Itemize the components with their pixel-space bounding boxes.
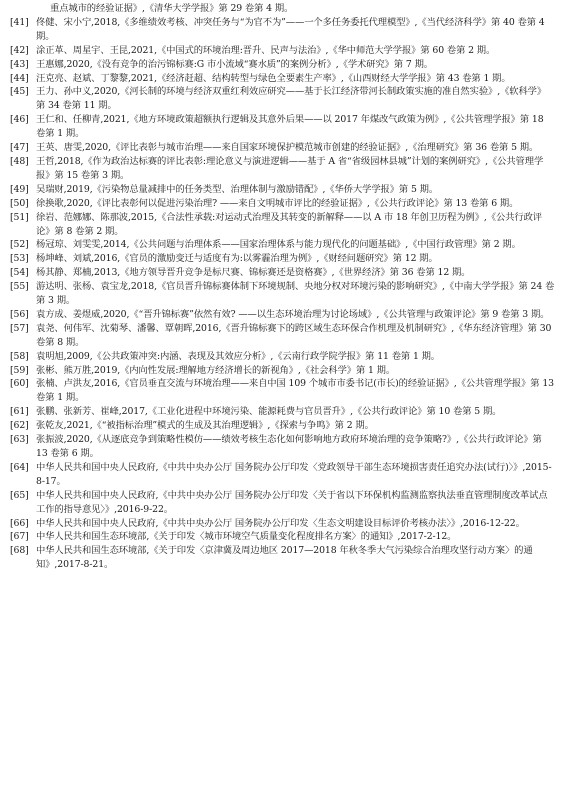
reference-entry-51 [10, 211, 555, 239]
reference-entry-47 [10, 141, 555, 155]
reference-number: [64] [10, 461, 29, 473]
reference-text: 杨其静、郑楠,2013,《地方领导晋升竞争是标尺赛、锦标赛还是资格赛》,《世界经济》第 36 卷第 12 期。 [36, 267, 471, 279]
reference-number: [50] [10, 197, 29, 209]
reference-entry-58 [10, 350, 555, 364]
reference-number: [68] [10, 545, 29, 557]
reference-number: [52] [10, 239, 29, 251]
reference-list [10, 2, 555, 572]
reference-number: [60] [10, 378, 29, 390]
reference-entry-60 [10, 377, 555, 405]
reference-number: [66] [10, 517, 29, 529]
reference-number: [56] [10, 308, 29, 320]
reference-number: [41] [10, 16, 29, 28]
reference-number: [54] [10, 267, 29, 279]
reference-entry-50 [10, 197, 555, 211]
reference-number: [48] [10, 155, 29, 167]
reference-entry-46 [10, 113, 555, 141]
reference-text: 张振波,2020,《从逐底竞争到策略性模仿——绩效考核生态化如何影响地方政府环境治理的竞争策略?》,《公共行政评论》第 13 卷第 6 期。 [36, 434, 542, 459]
reference-text: 涂正革、周星宇、王昆,2021,《中国式的环境治理:晋升、民声与法治》,《华中师范大学学报》第 60 卷第 2 期。 [36, 44, 496, 56]
reference-number: [67] [10, 531, 29, 543]
reference-entry-53 [10, 252, 555, 266]
reference-entry-48 [10, 155, 555, 183]
reference-entry-64 [10, 461, 555, 489]
reference-number [10, 2, 36, 16]
reference-text: 中华人民共和国生态环境部,《关于印发〈京津冀及周边地区 2017—2018 年秋冬季大气污染综合治理攻坚行动方案〉的通知》,2017-8-21。 [36, 545, 533, 571]
reference-entry-67 [10, 530, 555, 544]
reference-entry-44 [10, 72, 555, 86]
reference-text: 中华人民共和国中央人民政府,《中共中央办公厅 国务院办公厅印发〈关于省以下环保机构监测监察执法垂直管理制度改革试点工作的指导意见〉》,2016-9-22。 [36, 489, 548, 515]
reference-text: 王惠娜,2020,《没有竞争的治污锦标赛:G 市小流域“赛水质”的案例分析》,《学术研究》第 7 期。 [36, 58, 433, 70]
reference-entry-52 [10, 238, 555, 252]
reference-text: 张乾友,2021,《“被指标治理”模式的生成及其治理逻辑》,《探索与争鸣》第 2 期。 [36, 420, 374, 432]
reference-entry-66 [10, 517, 555, 531]
reference-text: 中华人民共和国中央人民政府,《中共中央办公厅 国务院办公厅印发〈党政领导干部生态环境损害责任追究办法(试行)〉》,2015-8-17。 [36, 461, 552, 487]
reference-text: 袁方成、姜煜威,2020,《“晋升锦标赛”依然有效? ——以生态环境治理为讨论场域》,《公共管理与政策评论》第 9 卷第 3 期。 [36, 308, 550, 320]
reference-text: 佟健、宋小宁,2018,《多维绩效考核、冲突任务与“为官不为”——一个多任务委托代理模型》,《当代经济科学》第 40 卷第 4 期。 [36, 16, 545, 42]
reference-text: 中华人民共和国中央人民政府,《中共中央办公厅 国务院办公厅印发〈生态文明建设目标评价考核办法〉》,2016-12-22。 [36, 517, 525, 529]
reference-number: [58] [10, 350, 29, 362]
reference-entry-42 [10, 44, 555, 58]
reference-number: [57] [10, 322, 29, 334]
reference-text: 王哲,2018,《作为政治达标赛的评比表彰:理论意义与演进逻辑——基于 A 省“省级园林县城”计划的案例研究》,《公共管理学报》第 15 卷第 3 期。 [36, 155, 544, 181]
reference-number: [53] [10, 253, 29, 265]
reference-entry-62 [10, 419, 555, 433]
reference-entry-63 [10, 433, 555, 461]
reference-number: [45] [10, 86, 29, 98]
reference-text: 徐岩、范娜娜、陈那波,2015,《合法性承载:对运动式治理及其转变的新解释——以 A 市 18 年创卫历程为例》,《公共行政评论》第 8 卷第 2 期。 [36, 211, 542, 237]
reference-entry-57 [10, 322, 555, 350]
reference-entry-56 [10, 308, 555, 322]
reference-number: [47] [10, 142, 29, 154]
reference-text: 徐换歌,2020,《评比表彰何以促进污染治理? ——来自文明城市评比的经验证据》,《公共行政评论》第 13 卷第 6 期。 [36, 197, 519, 209]
reference-number: [51] [10, 211, 29, 223]
reference-text: 袁尧、何伟军、沈菊琴、潘馨、覃朝晖,2016,《晋升锦标赛下的跨区域生态环保合作机理及机制研究》,《华东经济管理》第 30 卷第 8 期。 [36, 322, 552, 348]
reference-number: [42] [10, 44, 29, 56]
reference-number: [62] [10, 420, 29, 432]
reference-entry-68 [10, 544, 555, 572]
reference-text: 张楠、卢洪友,2016,《官员垂直交流与环境治理——来自中国 109 个城市市委书记(市长)的经验证据》,《公共管理学报》第 13 卷第 1 期。 [36, 378, 554, 404]
reference-entry-43 [10, 58, 555, 72]
reference-number: [49] [10, 183, 29, 195]
reference-number: [43] [10, 58, 29, 70]
reference-text: 杨冠琼、刘雯雯,2014,《公共问题与治理体系——国家治理体系与能力现代化的问题基础》,《中国行政管理》第 2 期。 [36, 239, 521, 251]
reference-entry-49 [10, 183, 555, 197]
reference-text: 中华人民共和国生态环境部,《关于印发〈城市环境空气质量变化程度排名方案〉的通知》,2017-2-12。 [36, 531, 457, 543]
reference-text: 王英、唐雯,2020,《评比表彰与城市治理——来自国家环境保护模范城市创建的经验证据》,《治理研究》第 36 卷第 5 期。 [36, 142, 539, 154]
reference-number: [59] [10, 364, 29, 376]
reference-text: 王仁和、任柳青,2021,《地方环境政策超额执行逻辑及其意外后果——以 2017 年煤改气政策为例》,《公共管理学报》第 18 卷第 1 期。 [36, 114, 544, 140]
reference-text: 汪克亮、赵斌、丁黎黎,2021,《经济赶超、结构转型与绿色全要素生产率》,《山西财经大学学报》第 43 卷第 1 期。 [36, 72, 511, 84]
reference-text: 重点城市的经验证据》,《清华大学学报》第 29 卷第 4 期。 [50, 3, 294, 14]
reference-number: [55] [10, 281, 29, 293]
reference-text: 游达明、张杨、袁宝龙,2018,《官员晋升锦标赛体制下环境规制、央地分权对环境污染的影响研究》,《中南大学学报》第 24 卷第 3 期。 [36, 281, 555, 307]
reference-number: [61] [10, 406, 29, 418]
reference-text: 吴瑞财,2019,《污染物总量减排中的任务类型、治理体制与激励错配》,《华侨大学学报》第 5 期。 [36, 183, 439, 195]
reference-text: 王力、孙中义,2020,《河长制的环境与经济双重红利效应研究——基于长江经济带河长制政策实施的准自然实验》,《软科学》第 34 卷第 11 期。 [36, 86, 547, 112]
reference-text: 张鹏、张新芳、崔峰,2017,《工业化进程中环境污染、能源耗费与官员晋升》,《公共行政评论》第 10 卷第 5 期。 [36, 406, 502, 418]
reference-entry-65 [10, 489, 555, 517]
reference-entry-61 [10, 405, 555, 419]
reference-number: [65] [10, 489, 29, 501]
reference-text: 张彬、熊万胜,2019,《内向性发展:理解地方经济增长的新视角》,《社会科学》第 1 期。 [36, 364, 396, 376]
reference-entry-55 [10, 280, 555, 308]
reference-entry-41 [10, 16, 555, 44]
reference-entry-59 [10, 364, 555, 378]
reference-entry-40-continued [10, 2, 555, 16]
reference-text: 杨坤峰、刘斌,2016,《官员的激励变迁与适度有为:以雾霾治理为例》,《财经问题研究》第 12 期。 [36, 253, 438, 265]
reference-number: [44] [10, 72, 29, 84]
reference-number: [63] [10, 434, 29, 446]
reference-entry-54 [10, 266, 555, 280]
reference-text: 袁明旭,2009,《公共政策冲突:内涵、表现及其效应分析》,《云南行政学院学报》第 11 卷第 1 期。 [36, 350, 441, 362]
reference-entry-45 [10, 85, 555, 113]
reference-number: [46] [10, 114, 29, 126]
